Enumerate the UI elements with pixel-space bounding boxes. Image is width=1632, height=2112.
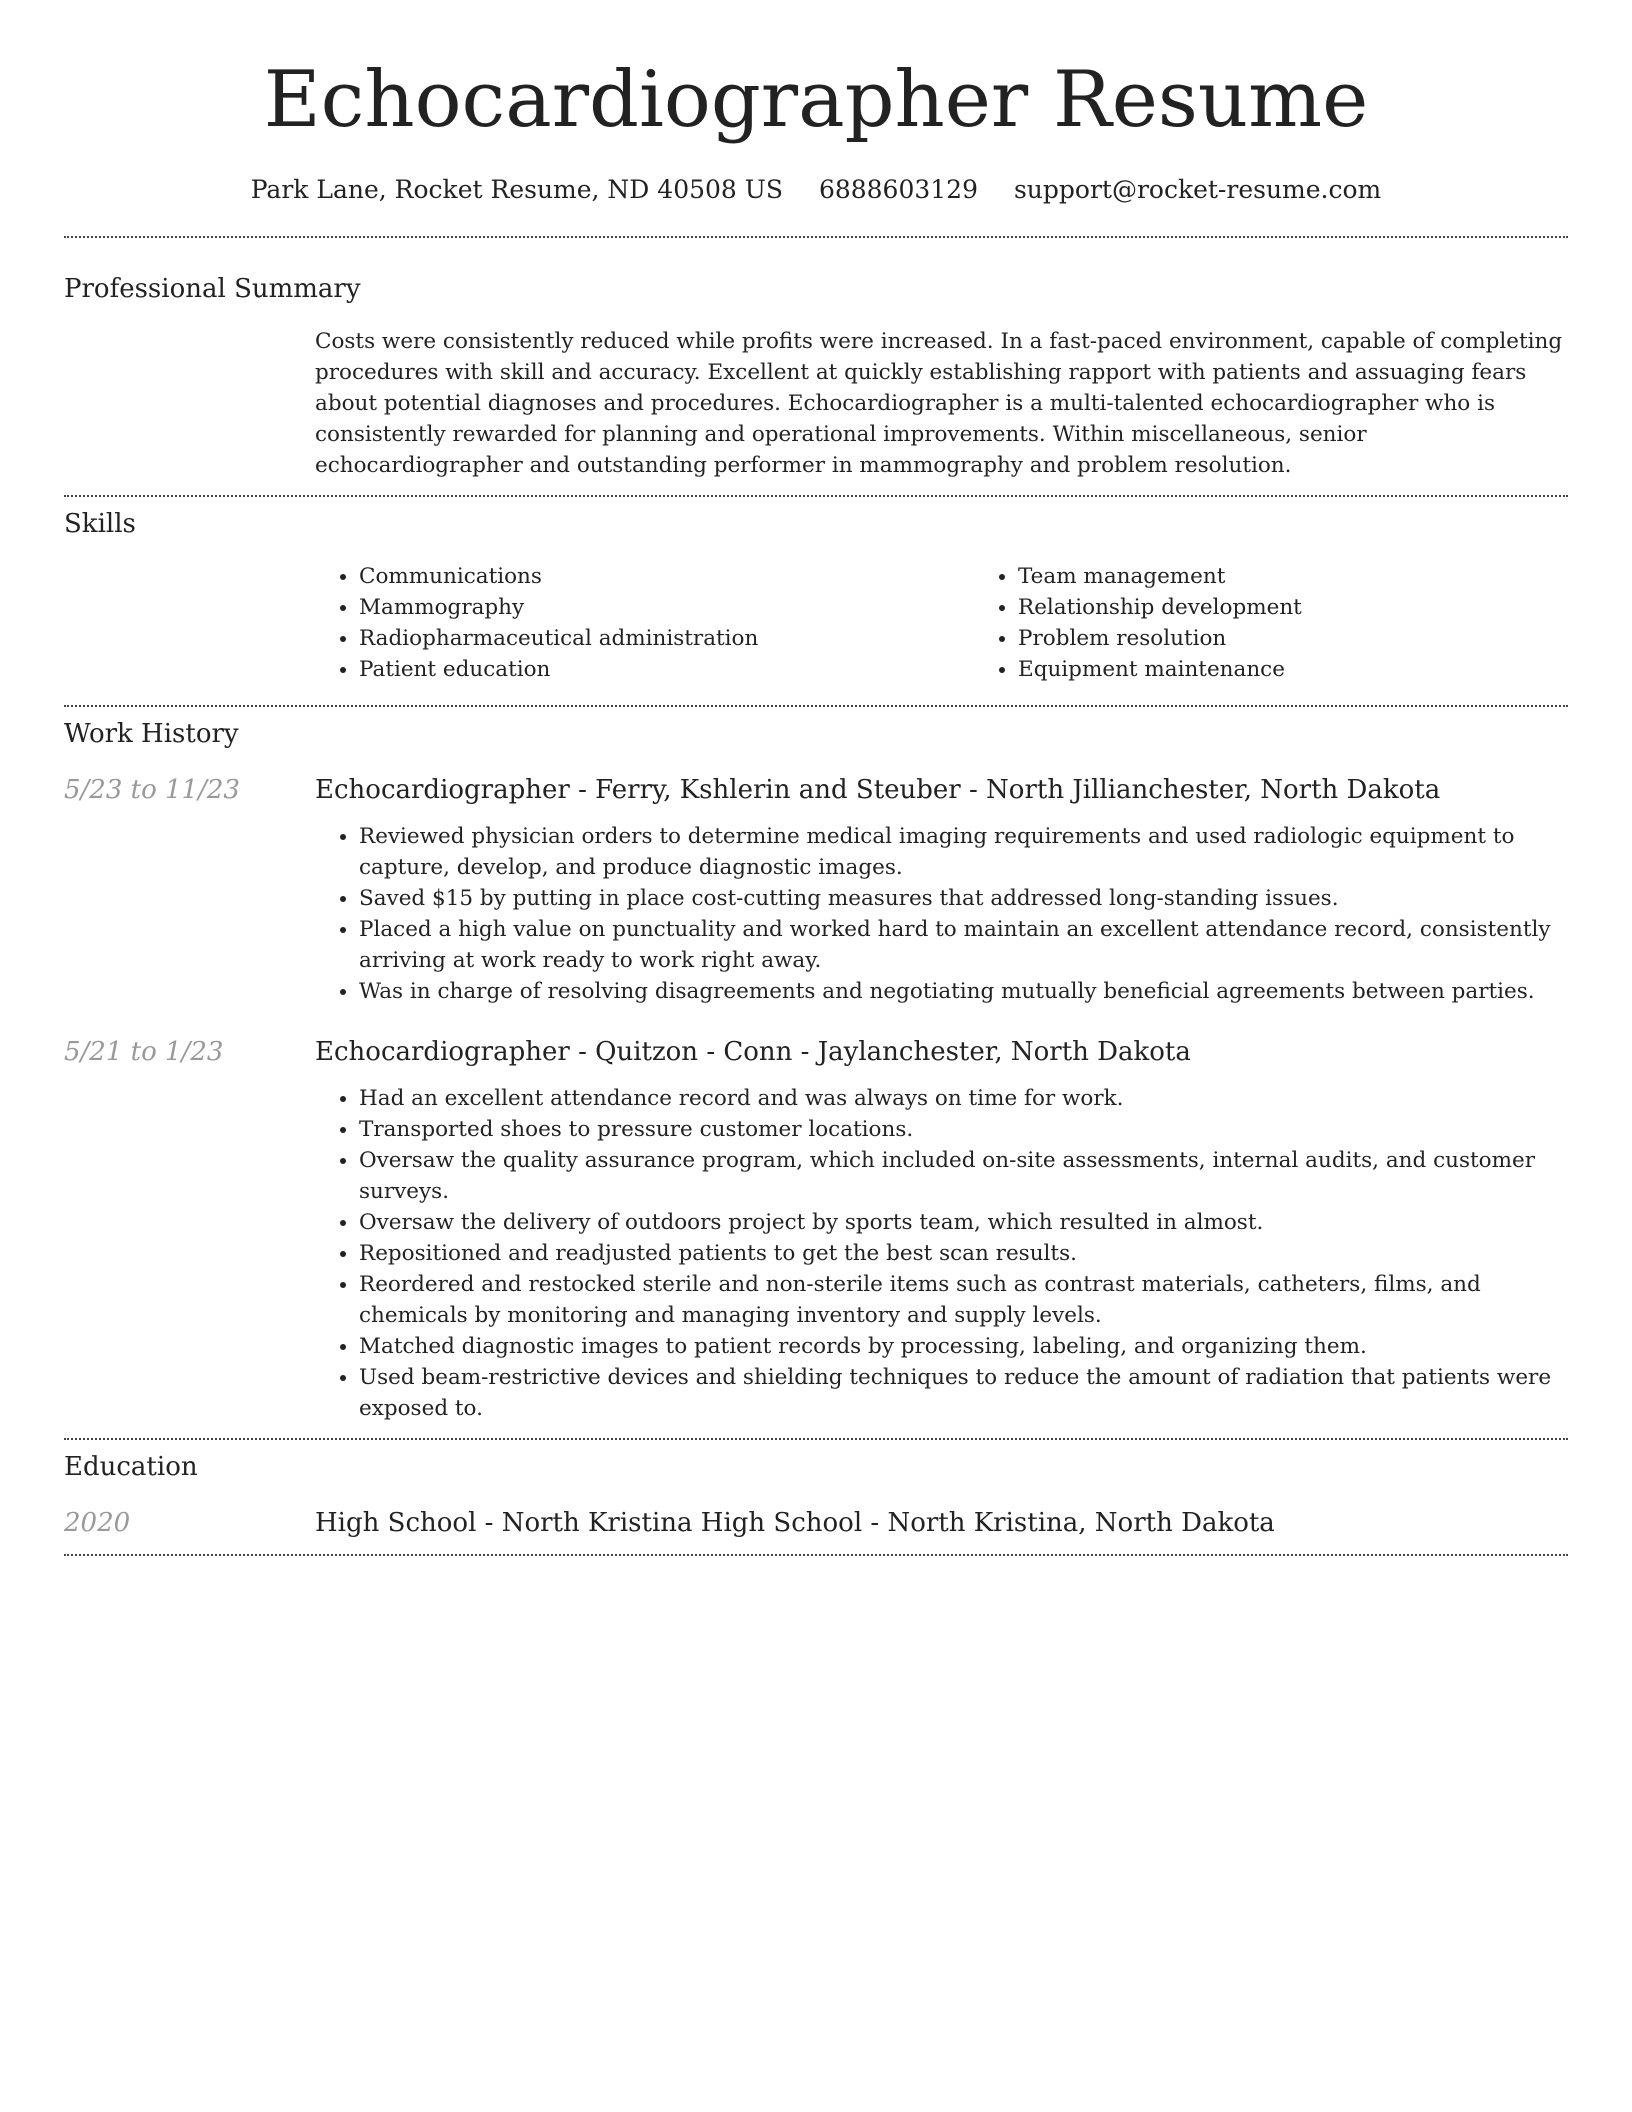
summary-section xyxy=(64,272,1568,481)
job-bullet: • Placed a high value on punctuality and worked hard to maintain an excellent attendance record, consistently arriving at work ready to work right away. xyxy=(359,914,1568,976)
job-bullet: • Had an excellent attendance record and was always on time for work. xyxy=(359,1083,1568,1114)
divider xyxy=(64,236,1568,238)
job-bullets xyxy=(315,821,1568,1007)
job-entry xyxy=(64,1035,1568,1424)
divider xyxy=(64,1554,1568,1556)
job-dates: 5/23 to 11/23 xyxy=(64,775,240,805)
job-bullet: • Was in charge of resolving disagreements and negotiating mutually beneficial agreements between parties. xyxy=(359,976,1568,1007)
resume-title: Echocardiographer Resume xyxy=(263,55,1369,145)
contact-email: support@rocket-resume.com xyxy=(1013,175,1382,204)
contact-phone: 6888603129 xyxy=(818,175,978,204)
job-bullet: • Saved $15 by putting in place cost-cutting measures that addressed long-standing issues. xyxy=(359,883,1568,914)
job-bullet: • Transported shoes to pressure customer locations. xyxy=(359,1114,1568,1145)
skill-item: • Team management xyxy=(1018,561,1632,592)
divider xyxy=(64,1438,1568,1440)
job-bullet: • Used beam-restrictive devices and shielding techniques to reduce the amount of radiation that patients were exposed to. xyxy=(359,1362,1568,1424)
job-bullets xyxy=(315,1083,1568,1424)
job-title: Echocardiographer - Quitzon - Conn - Jaylanchester, North Dakota xyxy=(315,1037,1191,1067)
education-heading: Education xyxy=(64,1452,198,1482)
education-details xyxy=(315,1506,1568,1540)
education-year: 2020 xyxy=(64,1508,131,1538)
skill-item: • Relationship development xyxy=(1018,592,1632,623)
job-bullet: • Oversaw the quality assurance program, which included on-site assessments, internal audits, and customer surveys. xyxy=(359,1145,1568,1207)
skill-item: • Communications xyxy=(359,561,974,592)
skills-section xyxy=(64,507,1568,685)
skills-column-2 xyxy=(974,561,1632,685)
job-entry xyxy=(64,773,1568,1007)
skill-item: • Problem resolution xyxy=(1018,623,1632,654)
job-bullet: • Repositioned and readjusted patients to get the best scan results. xyxy=(359,1238,1568,1269)
summary-heading: Professional Summary xyxy=(64,274,361,304)
job-bullet: • Matched diagnostic images to patient records by processing, labeling, and organizing them. xyxy=(359,1331,1568,1362)
summary-text: Costs were consistently reduced while profits were increased. In a fast-paced environment, capable of completing procedures with skill and accuracy. Excellent at quickly establishing rapport with patients and assuaging fears about potential diagnoses and procedures. Echocardiographer is a multi-talented echocardiographer who is consistently rewarded for planning and operational improvements. Within miscellaneous, senior echocardiographer and outstanding performer in mammography and problem resolution. xyxy=(315,329,1563,478)
skills-heading: Skills xyxy=(64,509,136,539)
skill-item: • Mammography xyxy=(359,592,974,623)
contact-line xyxy=(64,174,1568,206)
job-bullet: • Reordered and restocked sterile and non-sterile items such as contrast materials, catheters, films, and chemicals by monitoring and managing inventory and supply levels. xyxy=(359,1269,1568,1331)
skill-item: • Patient education xyxy=(359,654,974,685)
job-details xyxy=(315,1035,1568,1424)
divider xyxy=(64,705,1568,707)
skill-item: • Equipment maintenance xyxy=(1018,654,1632,685)
work-heading: Work History xyxy=(64,719,239,749)
skill-item: • Radiopharmaceutical administration xyxy=(359,623,974,654)
skills-column-1 xyxy=(315,561,974,685)
job-bullet: • Oversaw the delivery of outdoors project by sports team, which resulted in almost. xyxy=(359,1207,1568,1238)
job-bullet: • Reviewed physician orders to determine medical imaging requirements and used radiologic equipment to capture, develop, and produce diagnostic images. xyxy=(359,821,1568,883)
job-details xyxy=(315,773,1568,1007)
contact-address: Park Lane, Rocket Resume, ND 40508 US xyxy=(250,175,783,204)
divider xyxy=(64,495,1568,497)
work-section xyxy=(64,717,1568,1424)
skills-grid xyxy=(64,561,1568,685)
job-title: Echocardiographer - Ferry, Kshlerin and Steuber - North Jillianchester, North Dakota xyxy=(315,775,1441,805)
education-section xyxy=(64,1450,1568,1540)
education-title: High School - North Kristina High School - North Kristina, North Dakota xyxy=(315,1508,1275,1538)
education-entry xyxy=(64,1506,1568,1540)
job-dates: 5/21 to 1/23 xyxy=(64,1037,224,1067)
